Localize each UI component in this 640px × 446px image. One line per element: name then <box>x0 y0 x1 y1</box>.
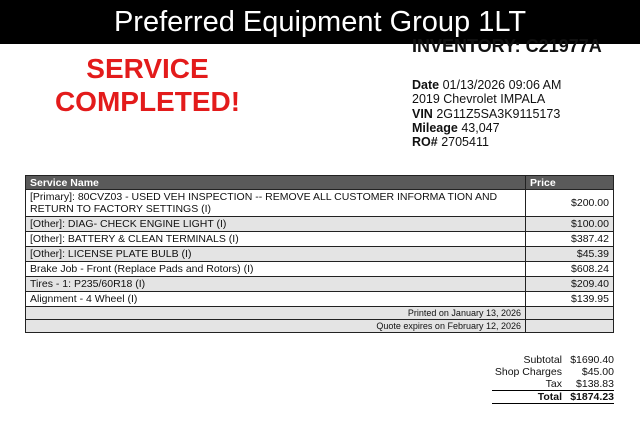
table-row <box>26 217 614 232</box>
printed-empty-cell <box>526 307 614 320</box>
subtotal-label: Subtotal <box>523 354 562 366</box>
table-row <box>26 232 614 247</box>
ro-line <box>412 135 561 149</box>
stamp-line-1: SERVICE <box>86 53 209 84</box>
service-name: Tires - 1: P235/60R18 (I) <box>26 277 526 292</box>
service-price: $100.00 <box>526 217 614 232</box>
header-title: Preferred Equipment Group 1LT <box>0 0 640 44</box>
service-price: $387.42 <box>526 232 614 247</box>
mileage-label: Mileage <box>412 120 458 135</box>
service-table <box>25 175 614 333</box>
column-header-service: Service Name <box>26 176 526 190</box>
subtotal-value: $1690.40 <box>570 354 614 366</box>
column-header-price: Price <box>526 176 614 190</box>
vehicle-line: 2019 Chevrolet IMPALA <box>412 92 546 107</box>
mileage-value: 43,047 <box>461 120 500 135</box>
service-price: $608.24 <box>526 262 614 277</box>
ro-label: RO# <box>412 135 438 150</box>
subtotal-row <box>492 354 614 366</box>
table-row <box>26 277 614 292</box>
table-row <box>26 247 614 262</box>
service-price: $45.39 <box>526 247 614 262</box>
service-name: [Other]: DIAG- CHECK ENGINE LIGHT (I) <box>26 217 526 232</box>
service-completed-stamp <box>40 52 255 118</box>
service-name: [Primary]: 80CVZ03 - USED VEH INSPECTION -- REMOVE ALL CUSTOMER INFORMA TION AND RETURN TO FACTORY SETTINGS (I) <box>26 190 526 217</box>
stamp-line-2: COMPLETED! <box>54 86 241 117</box>
vin-value: 2G11Z5SA3K9115173 <box>436 106 561 121</box>
date-value: 01/13/2026 09:06 AM <box>442 78 562 92</box>
tax-row <box>492 378 614 390</box>
service-name: [Other]: BATTERY & CLEAN TERMINALS (I) <box>26 232 526 247</box>
quote-row <box>26 320 614 333</box>
table-row <box>26 262 614 277</box>
quote-expires: Quote expires on February 12, 2026 <box>26 320 526 333</box>
shop-charges-row <box>492 366 614 378</box>
tax-label: Tax <box>545 378 562 390</box>
tax-value: $138.83 <box>576 378 614 390</box>
service-name: Brake Job - Front (Replace Pads and Rotors) (I) <box>26 262 526 277</box>
service-name: [Other]: LICENSE PLATE BULB (I) <box>26 247 526 262</box>
shop-charges-value: $45.00 <box>581 366 614 378</box>
printed-row <box>26 307 614 320</box>
date-line <box>412 78 561 92</box>
date-label: Date <box>412 78 440 92</box>
table-header-row <box>26 176 614 190</box>
table-row <box>26 292 614 307</box>
mileage-line <box>412 121 561 135</box>
total-label: Total <box>537 391 562 403</box>
quote-empty-cell <box>526 320 614 333</box>
service-price: $139.95 <box>526 292 614 307</box>
inventory-number: INVENTORY: C21977A <box>412 36 602 56</box>
shop-charges-label: Shop Charges <box>494 366 562 378</box>
ro-value: 2705411 <box>441 135 489 150</box>
service-price: $200.00 <box>526 190 614 217</box>
service-price: $209.40 <box>526 277 614 292</box>
printed-on: Printed on January 13, 2026 <box>26 307 526 320</box>
table-row <box>26 190 614 217</box>
repair-order-info <box>412 78 561 149</box>
vin-line <box>412 107 561 121</box>
vin-label: VIN <box>412 106 433 121</box>
total-row <box>492 391 614 404</box>
totals-block <box>492 354 614 404</box>
service-name: Alignment - 4 Wheel (I) <box>26 292 526 307</box>
total-value: $1874.23 <box>570 391 614 403</box>
